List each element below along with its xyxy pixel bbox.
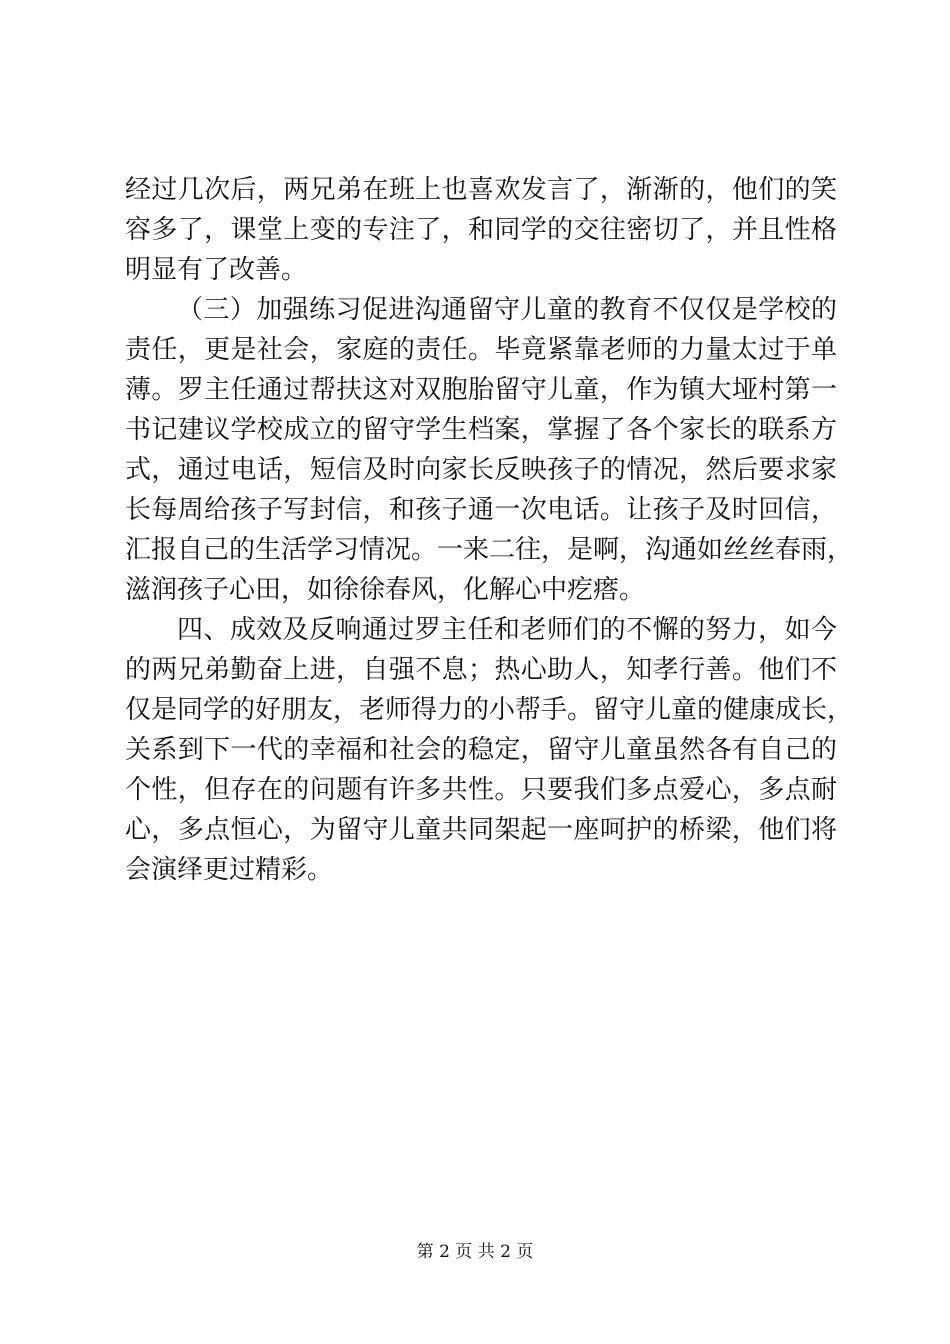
text-line: 式，通过电话，短信及时向家长反映孩子的情况，然后要求家 xyxy=(125,455,837,485)
text-line: 长每周给孩子写封信，和孩子通一次电话。让孩子及时回信， xyxy=(125,495,837,525)
page-number-footer: 第 2 页 共 2 页 xyxy=(416,1242,534,1262)
text-line: 会演绎更过精彩。 xyxy=(125,855,334,885)
text-line: 明显有了改善。 xyxy=(125,255,308,285)
section-heading-line: 四、成效及反响通过罗主任和老师们的不懈的努力，如今 xyxy=(177,615,837,645)
text-line: 的两兄弟勤奋上进，自强不息；热心助人，知孝行善。他们不 xyxy=(125,655,837,685)
text-line: 关系到下一代的幸福和社会的稳定，留守儿童虽然各有自己的 xyxy=(125,735,837,765)
text-line: 汇报自己的生活学习情况。一来二往，是啊，沟通如丝丝春雨， xyxy=(125,535,854,565)
text-line: 经过几次后，两兄弟在班上也喜欢发言了，渐渐的，他们的笑 xyxy=(125,175,837,205)
text-line: 容多了，课堂上变的专注了，和同学的交往密切了，并且性格 xyxy=(125,215,837,245)
text-line: 滋润孩子心田，如徐徐春风，化解心中疙瘩。 xyxy=(125,575,646,605)
text-line: 薄。罗主任通过帮扶这对双胞胎留守儿童，作为镇大垭村第一 xyxy=(125,375,837,405)
document-body xyxy=(125,170,854,890)
text-line: 责任，更是社会，家庭的责任。毕竟紧靠老师的力量太过于单 xyxy=(125,335,837,365)
section-heading-line: （三）加强练习促进沟通留守儿童的教育不仅仅是学校的 xyxy=(177,295,837,325)
text-line: 心，多点恒心，为留守儿童共同架起一座呵护的桥梁，他们将 xyxy=(125,815,837,845)
text-line: 个性，但存在的问题有许多共性。只要我们多点爱心，多点耐 xyxy=(125,775,837,805)
text-line: 书记建议学校成立的留守学生档案，掌握了各个家长的联系方 xyxy=(125,415,837,445)
text-line: 仅是同学的好朋友，老师得力的小帮手。留守儿童的健康成长， xyxy=(125,695,854,725)
